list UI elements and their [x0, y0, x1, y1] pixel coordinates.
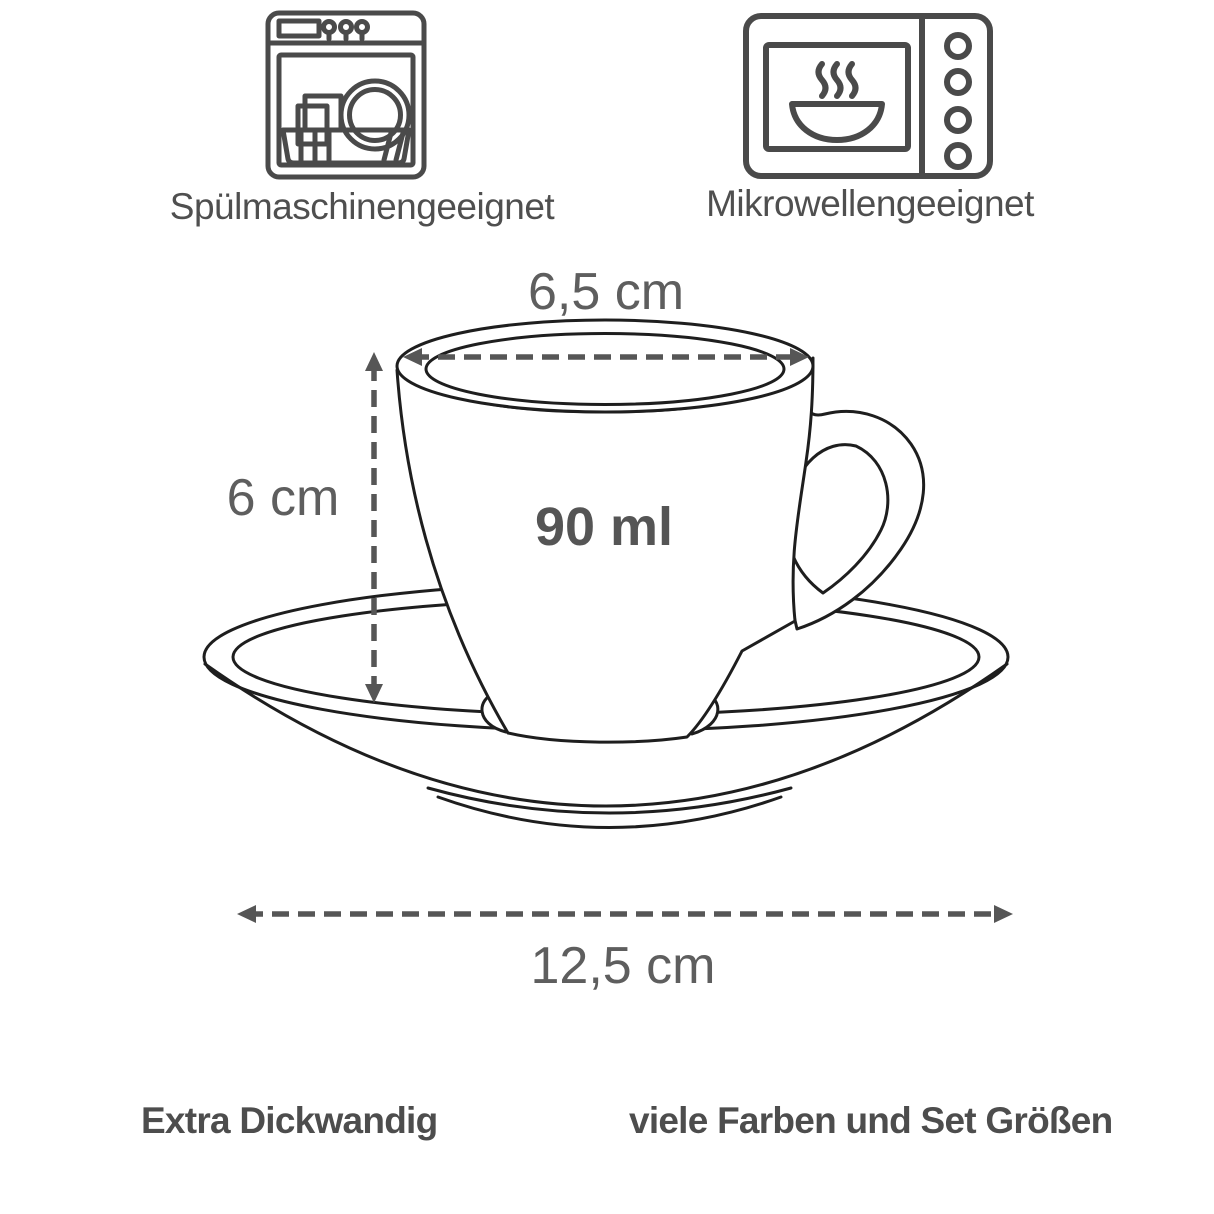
capacity-label: 90 ml	[534, 497, 674, 557]
dishwasher-label: Spülmaschinengeeignet	[169, 186, 555, 227]
cup-diameter-label: 6,5 cm	[527, 263, 685, 321]
footer-claim-colors-sets: viele Farben und Set Größen	[629, 1100, 1113, 1141]
saucer-diameter-label: 12,5 cm	[530, 937, 716, 995]
footer-claim-thick-wall: Extra Dickwandig	[141, 1100, 438, 1141]
microwave-label: Mikrowellengeeignet	[706, 183, 1034, 224]
cup-height-label: 6 cm	[226, 469, 340, 527]
